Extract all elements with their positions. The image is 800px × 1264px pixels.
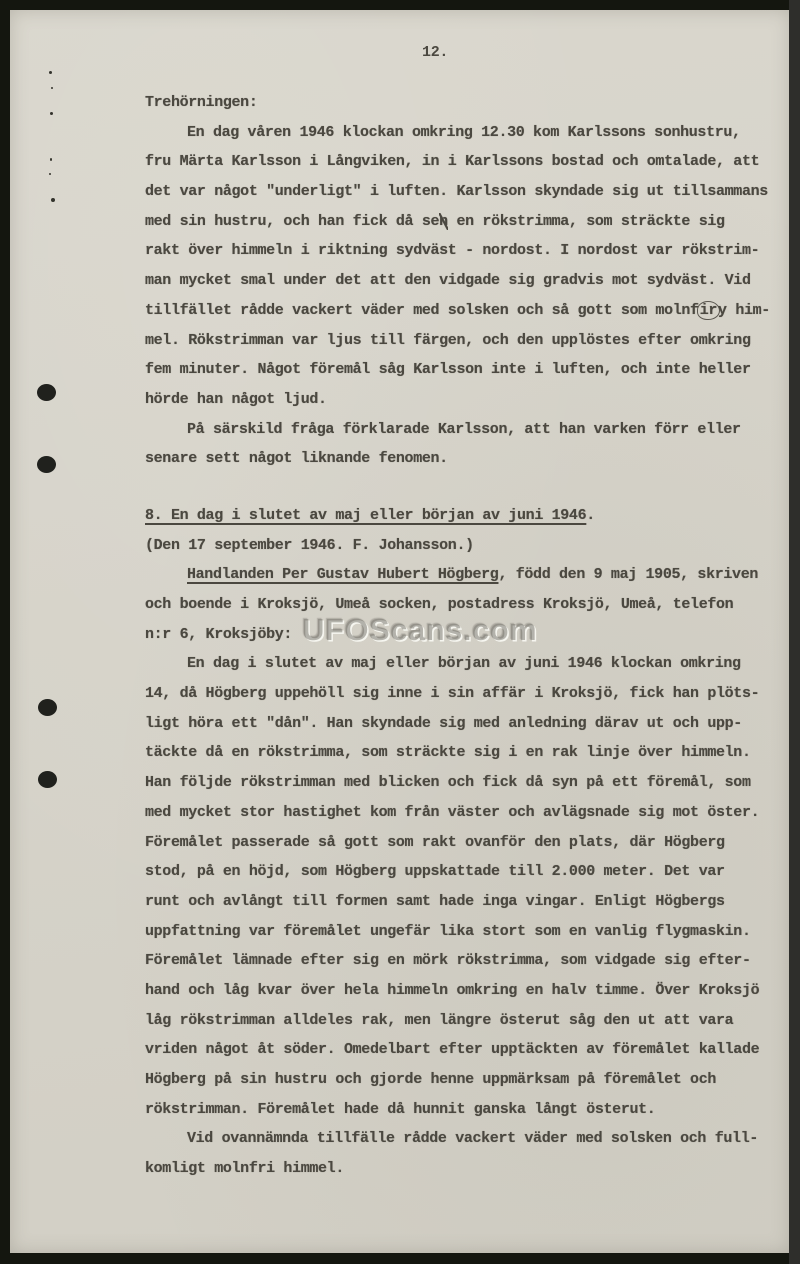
line-text: tillfället rådde vackert väder med solsken och så gott som molnf [145, 301, 699, 319]
typewritten-line: hand och låg kvar över hela himmeln omkring en halv timme. Över Kroksjö [145, 981, 760, 999]
section-heading-trehorningen: Trehörningen: [145, 94, 258, 111]
typewritten-line: vriden något åt söder. Omedelbart efter upptäckten av föremålet kallade [145, 1041, 760, 1059]
struck-out-letter: n [439, 212, 448, 230]
ufoscans-watermark: UFOScans.com [302, 612, 538, 647]
typewritten-line: stod, på en höjd, som Högberg uppskattade till 2.000 meter. Det var [145, 863, 725, 881]
line-text: en rökstrimma, som sträckte sig [447, 212, 725, 230]
typewritten-line [145, 296, 797, 326]
margin-speck [50, 158, 52, 161]
typewritten-line: Han följde rökstrimman med blicken och fick då syn på ett föremål, som [145, 774, 751, 792]
heading-period: . [586, 506, 595, 524]
typewritten-line: Högberg på sin hustru och gjorde henne uppmärksam på föremålet och [145, 1071, 716, 1088]
paragraph-gap [145, 474, 797, 501]
underlined-heading-text: 8. En dag i slutet av maj eller början av juni 1946 [145, 506, 587, 524]
line-text: med sin hustru, och han fick då se [145, 212, 440, 230]
typewritten-line: hörde han något ljud. [145, 390, 327, 408]
typewritten-line [145, 560, 797, 590]
typewritten-line: med mycket stor hastighet kom från väster och avlägsnade sig mot öster. [145, 803, 760, 821]
typewritten-line: man mycket smal under det att den vidgade sig gradvis mot sydväst. Vid [145, 272, 751, 290]
typewritten-line: n:r 6, Kroksjöby: [145, 625, 293, 643]
page-number: 12. [422, 44, 449, 61]
margin-speck [51, 198, 55, 202]
typewritten-line: komligt molnfri himmel. [145, 1160, 344, 1178]
typewritten-line: rakt över himmeln i riktning sydväst - nordost. I nordost var rökstrim- [145, 242, 760, 260]
typewritten-line: På särskild fråga förklarade Karlsson, att han varken förr eller [187, 420, 741, 438]
dateline: (Den 17 september 1946. F. Johansson.) [145, 536, 474, 554]
typewritten-line: ligt höra ett "dån". Han skyndade sig med anledning därav ut och upp- [145, 714, 742, 732]
typewritten-line: låg rökstrimman alldeles rak, men längre österut såg den ut att vara [145, 1011, 734, 1029]
typewritten-line: En dag i slutet av maj eller början av juni 1946 klockan omkring [187, 655, 741, 673]
margin-speck [49, 173, 51, 175]
typewritten-line: Föremålet lämnade efter sig en mörk rökstrimma, som vidgade sig efter- [145, 952, 751, 970]
line-text: y him- [718, 301, 770, 319]
typewritten-line: senare sett något liknande fenomen. [145, 450, 448, 468]
punch-hole [38, 771, 57, 788]
margin-speck [51, 87, 53, 89]
typewritten-line: och boende i Kroksjö, Umeå socken, postadress Kroksjö, Umeå, telefon [145, 596, 734, 613]
typewritten-line: runt och avlångt till formen samt hade inga vingar. Enligt Högbergs [145, 892, 725, 910]
typewritten-line: Vid ovannämnda tillfälle rådde vackert väder med solsken och full- [187, 1130, 758, 1148]
circled-correction: ir [697, 301, 720, 320]
margin-speck [50, 112, 53, 115]
typewritten-line: fem minuter. Något föremål såg Karlsson inte i luften, och inte heller [145, 361, 751, 379]
typewritten-line: En dag våren 1946 klockan omkring 12.30 kom Karlssons sonhustru, [187, 123, 741, 141]
typewritten-line [145, 207, 797, 237]
typewritten-line: mel. Rökstrimman var ljus till färgen, och den upplöstes efter omkring [145, 331, 751, 349]
typewritten-line: 14, då Högberg uppehöll sig inne i sin affär i Kroksjö, fick han plöts- [145, 685, 760, 703]
section-heading-case-8 [145, 501, 797, 531]
punch-hole [38, 699, 57, 716]
typewritten-line: uppfattning var föremålet ungefär lika stort som en vanlig flygmaskin. [145, 922, 751, 940]
margin-speck [49, 71, 52, 74]
typewritten-line: Föremålet passerade så gott som rakt ovanför den plats, där Högberg [145, 833, 725, 851]
underlined-witness-name: Handlanden Per Gustav Hubert Högberg [187, 566, 499, 584]
line-text: , född den 9 maj 1905, skriven [498, 566, 758, 584]
punch-hole [37, 456, 56, 473]
punch-hole [37, 384, 56, 401]
typewritten-line: täckte då en rökstrimma, som sträckte sig i en rak linje över himmeln. [145, 744, 751, 762]
typewritten-line: det var något "underligt" i luften. Karlsson skyndade sig ut tillsammans [145, 183, 768, 201]
typewritten-line: rökstrimman. Föremålet hade då hunnit ganska långt österut. [145, 1100, 656, 1118]
typewritten-line: fru Märta Karlsson i Långviken, in i Karlssons bostad och omtalade, att [145, 153, 760, 171]
